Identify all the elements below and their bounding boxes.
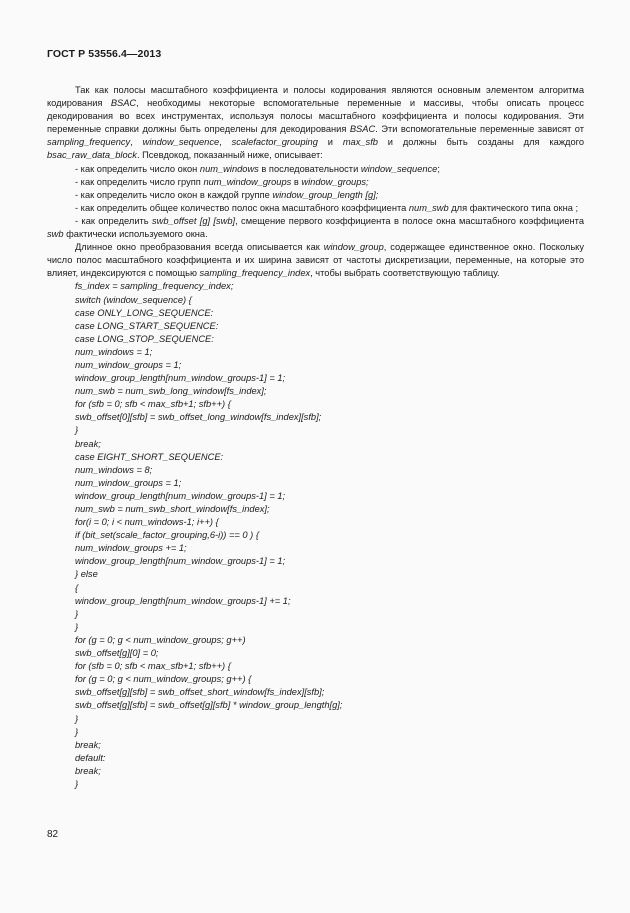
code-line: swb_offset[0][sfb] = swb_offset_long_window[fs_index][sfb];: [75, 412, 322, 423]
code-line: if (bit_set(scale_factor_grouping,6-i)) == 0 ) {: [75, 530, 259, 541]
text: , смещение первого коэффициента в полосе окна масштабного коэффициента: [235, 215, 584, 226]
text: . Эти вспомогательные переменные зависят от: [375, 124, 585, 135]
text: , содержащее единственное окно. Поскольку число полос масштабного коэффициента и их ширина зависят от частоты дискретизации, переменные, на которые это влияет, индексируются с помощью: [47, 242, 584, 279]
term: sampling_frequency_index: [199, 268, 311, 279]
term: window_sequence: [142, 137, 220, 148]
code-line: case EIGHT_SHORT_SEQUENCE:: [75, 451, 224, 462]
term: window_sequence: [360, 163, 438, 174]
term: BSAC: [349, 124, 376, 135]
code-line: }: [75, 713, 79, 724]
pseudocode-block: [47, 280, 584, 791]
text: и должны быть созданы для каждого: [377, 137, 585, 148]
code-line: break;: [75, 739, 101, 750]
list-item: [47, 176, 584, 189]
code-line: num_windows = 8;: [75, 464, 153, 475]
code-line: num_window_groups = 1;: [75, 477, 182, 488]
code-line: break;: [75, 438, 101, 449]
term: swb: [47, 229, 64, 240]
code-line: switch (window_sequence) {: [75, 294, 192, 305]
code-line: for (g = 0; g < num_window_groups; g++): [75, 634, 246, 645]
term: BSAC: [110, 98, 137, 109]
text: ,: [130, 137, 143, 148]
list-item: [47, 215, 584, 241]
code-line: swb_offset[g][0] = 0;: [75, 648, 159, 659]
code-line: break;: [75, 765, 101, 776]
term: bsac_raw_data_block: [47, 150, 137, 161]
code-line: for (sfb = 0; sfb < max_sfb+1; sfb++) {: [75, 399, 231, 410]
text: в: [291, 176, 302, 187]
code-line: window_group_length[num_window_groups-1] = 1;: [75, 490, 286, 501]
code-line: num_window_groups = 1;: [75, 359, 182, 370]
text: Длинное окно преобразования всегда описывается как: [75, 242, 324, 253]
code-line: {: [75, 582, 79, 593]
list-item: [47, 163, 584, 176]
code-line: } else: [75, 569, 98, 580]
code-line: window_group_length[num_window_groups-1] = 1;: [75, 556, 286, 567]
code-line: num_window_groups += 1;: [75, 543, 187, 554]
term: window_group_length [g];: [272, 189, 379, 200]
text: - как определить: [75, 215, 152, 226]
text: ,: [219, 137, 232, 148]
term: window_groups;: [301, 176, 369, 187]
term: window_group: [323, 242, 384, 253]
paragraph-intro: [47, 84, 584, 163]
text: в последовательности: [258, 163, 361, 174]
term: swb_offset [g] [swb]: [151, 215, 236, 226]
list-item: [47, 189, 584, 202]
text: - как определить число окон в каждой группе: [75, 189, 273, 200]
text: ;: [437, 163, 440, 174]
code-line: case ONLY_LONG_SEQUENCE:: [75, 307, 214, 318]
code-line: swb_offset[g][sfb] = swb_offset[g][sfb] * window_group_length[g];: [75, 700, 343, 711]
document-header: ГОСТ Р 53556.4—2013: [47, 48, 162, 60]
code-line: for (sfb = 0; sfb < max_sfb+1; sfb++) {: [75, 661, 231, 672]
code-line: fs_index = sampling_frequency_index;: [75, 281, 234, 292]
code-line: }: [75, 608, 79, 619]
text: . Псевдокод, показанный ниже, описывает:: [136, 150, 323, 161]
code-line: default:: [75, 752, 106, 763]
text: , чтобы выбрать соответствующую таблицу.: [310, 268, 500, 279]
code-line: case LONG_STOP_SEQUENCE:: [75, 333, 214, 344]
text: для фактического типа окна ;: [448, 202, 579, 213]
term: num_windows: [199, 163, 259, 174]
term: num_window_groups: [203, 176, 292, 187]
text: Так как полосы масштабного коэффициента и полосы кодирования являются основным элементом алгоритма кодирования: [47, 85, 584, 109]
text: - как определить число групп: [75, 176, 204, 187]
text: , необходимы некоторые вспомогательные переменные и массивы, чтобы описать процесс декодирования во всех инструментах, используя полосы масштабного коэффициента и полосы кодирования. Эти переменные справки должны быть определены для декодирования: [47, 98, 584, 135]
code-line: case LONG_START_SEQUENCE:: [75, 320, 219, 331]
code-line: num_swb = num_swb_long_window[fs_index];: [75, 386, 267, 397]
text: - как определить число окон: [75, 163, 200, 174]
code-line: window_group_length[num_window_groups-1] = 1;: [75, 373, 286, 384]
list-item: [47, 202, 584, 215]
text: и: [317, 137, 343, 148]
term: sampling_frequency: [47, 137, 131, 148]
text: - как определить общее количество полос окна масштабного коэффициента: [75, 202, 409, 213]
term: scalefactor_grouping: [231, 137, 318, 148]
code-line: for(i = 0; i < num_windows-1; i++) {: [75, 517, 219, 528]
term: max_sfb: [342, 137, 378, 148]
code-line: }: [75, 425, 79, 436]
code-line: swb_offset[g][sfb] = swb_offset_short_window[fs_index][sfb];: [75, 687, 325, 698]
code-line: }: [75, 621, 79, 632]
document-body: [47, 84, 584, 791]
code-line: for (g = 0; g < num_window_groups; g++) {: [75, 674, 252, 685]
page-number: 82: [47, 829, 59, 840]
code-line: num_windows = 1;: [75, 346, 153, 357]
code-line: }: [75, 726, 79, 737]
text: фактически используемого окна.: [63, 229, 208, 240]
code-line: num_swb = num_swb_short_window[fs_index];: [75, 504, 270, 514]
code-line: }: [75, 778, 79, 789]
code-line: window_group_length[num_window_groups-1] += 1;: [75, 595, 291, 606]
term: num_swb: [408, 202, 449, 213]
paragraph-long-window: [47, 241, 584, 280]
